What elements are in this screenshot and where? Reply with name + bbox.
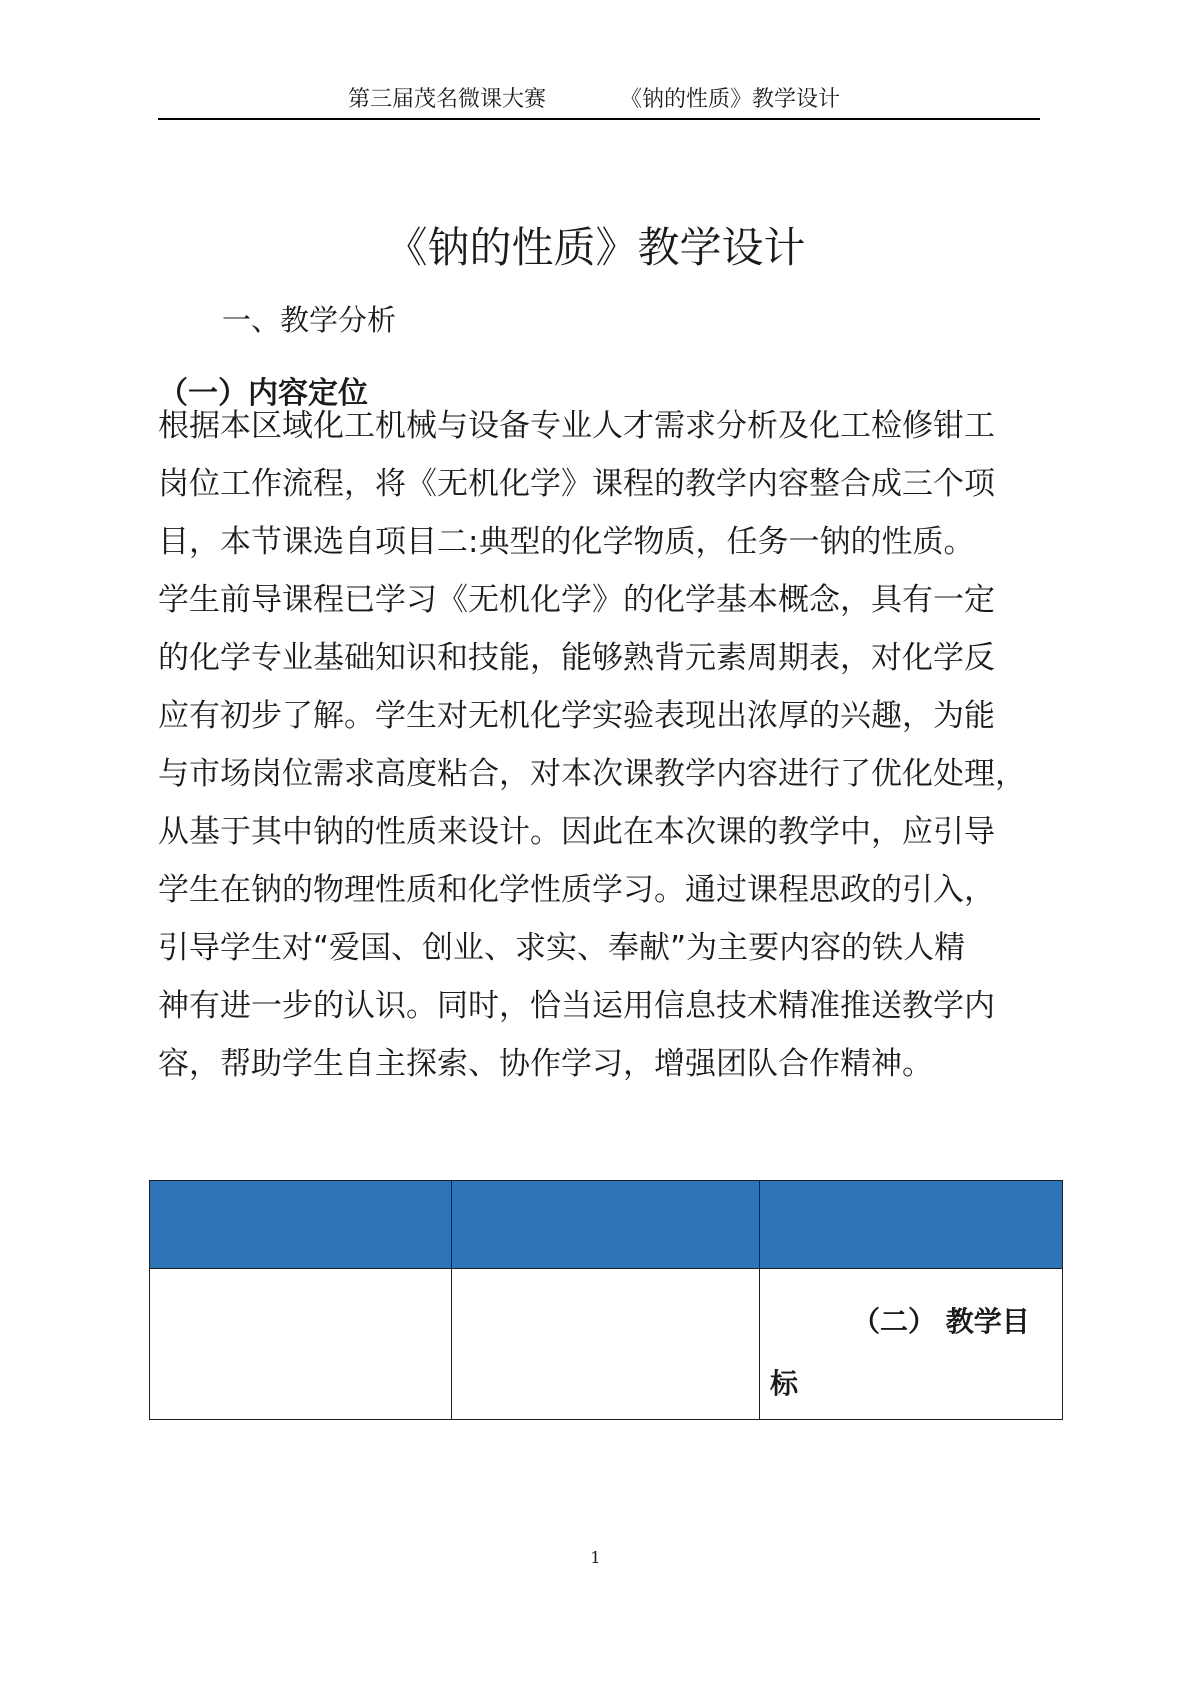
subsection-heading-content-positioning: （一）内容定位 bbox=[158, 376, 368, 411]
teaching-objectives-heading-line1: （二） 教学目 bbox=[852, 1305, 1030, 1338]
body-text-line: 引导学生对“爱国、创业、求实、奉献”为主要内容的铁人精 bbox=[158, 930, 966, 966]
layout-table bbox=[149, 1180, 1063, 1420]
body-text-line: 从基于其中钠的性质来设计。因此在本次课的教学中，应引导 bbox=[158, 814, 995, 850]
document-title: 《钠的性质》教学设计 bbox=[385, 223, 806, 272]
table-header-row bbox=[150, 1181, 1063, 1269]
table-header-cell bbox=[150, 1181, 452, 1269]
table-row bbox=[150, 1269, 1063, 1420]
table-header-cell bbox=[452, 1181, 760, 1269]
teaching-objectives-heading-line2: 标 bbox=[770, 1367, 799, 1400]
body-text-line: 学生前导课程已学习《无机化学》的化学基本概念，具有一定 bbox=[158, 582, 995, 618]
page-number: 1 bbox=[590, 1548, 601, 1567]
page-header bbox=[158, 82, 1040, 120]
header-document-title: 《钠的性质》教学设计 bbox=[620, 87, 841, 112]
body-text-line: 应有初步了解。学生对无机化学实验表现出浓厚的兴趣，为能 bbox=[158, 698, 995, 734]
body-text-line: 的化学专业基础知识和技能，能够熟背元素周期表，对化学反 bbox=[158, 640, 995, 676]
body-text-line: 学生在钠的物理性质和化学性质学习。通过课程思政的引入， bbox=[158, 872, 995, 908]
body-text-line: 岗位工作流程，将《无机化学》课程的教学内容整合成三个项 bbox=[158, 466, 995, 502]
table-cell bbox=[760, 1269, 1063, 1420]
body-text-line: 神有进一步的认识。同时，恰当运用信息技术精准推送教学内 bbox=[158, 988, 995, 1024]
body-text-line: 容，帮助学生自主探索、协作学习，增强团队合作精神。 bbox=[158, 1046, 933, 1082]
body-text-line: 与市场岗位需求高度粘合，对本次课教学内容进行了优化处理， bbox=[158, 756, 1026, 792]
table-cell bbox=[452, 1269, 760, 1420]
header-event-name: 第三届茂名微课大赛 bbox=[348, 87, 547, 112]
table-cell bbox=[150, 1269, 452, 1420]
table-header-cell bbox=[760, 1181, 1063, 1269]
teaching-objectives-heading bbox=[760, 1269, 1062, 1415]
body-text-line: 目，本节课选自项目二:典型的化学物质，任务一钠的性质。 bbox=[158, 524, 975, 560]
body-text-line: 根据本区域化工机械与设备专业人才需求分析及化工检修钳工 bbox=[158, 408, 995, 444]
section-heading-teaching-analysis: 一、教学分析 bbox=[222, 303, 397, 337]
